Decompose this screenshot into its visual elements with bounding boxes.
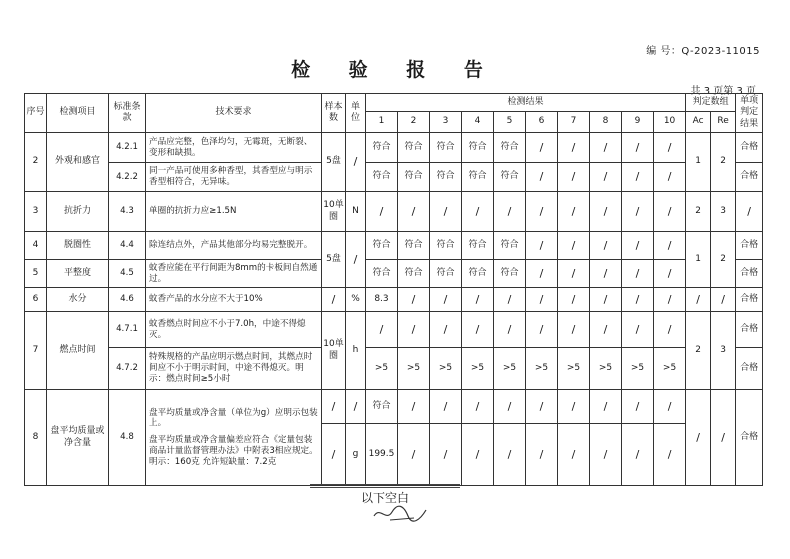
end-marker <box>310 482 460 526</box>
table-row <box>25 163 763 192</box>
unit-cell: h <box>346 312 366 390</box>
col-clause: 标准条款 <box>109 94 146 133</box>
result-cell: 199.5 <box>366 424 398 486</box>
result-cell: 符合 <box>398 133 430 163</box>
result-index: 9 <box>622 112 654 133</box>
result-cell: / <box>558 424 590 486</box>
result-cell: / <box>462 424 494 486</box>
col-requirement: 技术要求 <box>146 94 322 133</box>
re-cell: 3 <box>711 192 736 232</box>
unit-cell: N <box>346 192 366 232</box>
result-cell: >5 <box>654 348 686 390</box>
verdict-cell: 合格 <box>736 312 763 348</box>
result-cell: >5 <box>430 348 462 390</box>
result-cell: >5 <box>590 348 622 390</box>
result-cell: / <box>526 192 558 232</box>
clause-cell: 4.5 <box>109 260 146 288</box>
seq-cell: 2 <box>25 133 47 192</box>
requirement-line: 盘平均质量或净含量（单位为g）应明示包装上。 <box>149 407 318 429</box>
result-cell: 符合 <box>366 232 398 260</box>
result-cell: / <box>430 312 462 348</box>
result-cell: 符合 <box>430 232 462 260</box>
result-cell: 符合 <box>462 163 494 192</box>
unit-cell: / <box>346 390 366 424</box>
ac-cell: / <box>686 390 711 486</box>
result-cell: / <box>526 163 558 192</box>
sample-cell: / <box>322 288 346 312</box>
result-cell: / <box>526 312 558 348</box>
result-cell: >5 <box>558 348 590 390</box>
result-cell: / <box>654 390 686 424</box>
re-cell: 3 <box>711 312 736 390</box>
result-cell: / <box>622 192 654 232</box>
result-cell: 符合 <box>462 133 494 163</box>
result-cell: / <box>590 288 622 312</box>
requirement-cell: 同一产品可使用多种香型，其香型应与明示香型相符合，无异味。 <box>146 163 322 192</box>
result-cell: 符合 <box>494 260 526 288</box>
result-cell: 8.3 <box>366 288 398 312</box>
result-cell: / <box>398 390 430 424</box>
result-cell: >5 <box>526 348 558 390</box>
below-blank-text: 以下空白 <box>360 491 409 505</box>
result-cell: / <box>590 163 622 192</box>
result-index: 10 <box>654 112 686 133</box>
verdict-cell: 合格 <box>736 260 763 288</box>
result-cell: 符合 <box>398 260 430 288</box>
re-cell: / <box>711 390 736 486</box>
requirement-cell: 单圈的抗折力应≥1.5N <box>146 192 322 232</box>
result-index: 4 <box>462 112 494 133</box>
item-cell: 平整度 <box>47 260 109 288</box>
result-cell: / <box>654 260 686 288</box>
result-cell: / <box>622 163 654 192</box>
result-index: 3 <box>430 112 462 133</box>
sample-cell: 10单圈 <box>322 312 346 390</box>
result-cell: / <box>590 312 622 348</box>
seq-cell: 6 <box>25 288 47 312</box>
clause-cell: 4.7.1 <box>109 312 146 348</box>
result-cell: / <box>654 192 686 232</box>
verdict-cell: 合格 <box>736 133 763 163</box>
result-cell: / <box>654 424 686 486</box>
result-cell: 符合 <box>494 232 526 260</box>
result-cell: / <box>494 288 526 312</box>
col-re: Re <box>711 112 736 133</box>
result-cell: 符合 <box>494 133 526 163</box>
clause-cell: 4.2.2 <box>109 163 146 192</box>
ac-cell: 2 <box>686 312 711 390</box>
result-cell: / <box>622 390 654 424</box>
result-cell: >5 <box>494 348 526 390</box>
result-cell: / <box>462 288 494 312</box>
result-cell: / <box>622 288 654 312</box>
result-cell: 符合 <box>462 232 494 260</box>
item-cell: 抗折力 <box>47 192 109 232</box>
result-cell: / <box>558 163 590 192</box>
result-cell: / <box>558 390 590 424</box>
result-index: 1 <box>366 112 398 133</box>
result-index: 8 <box>590 112 622 133</box>
requirement-cell <box>146 390 322 486</box>
sample-cell: 5盘 <box>322 232 346 288</box>
table-row <box>25 192 763 232</box>
clause-cell: 4.8 <box>109 390 146 486</box>
result-cell: / <box>558 232 590 260</box>
result-cell: >5 <box>622 348 654 390</box>
col-seq: 序号 <box>25 94 47 133</box>
result-cell: / <box>526 133 558 163</box>
item-cell: 外观和感官 <box>47 133 109 192</box>
sample-cell: / <box>322 424 346 486</box>
result-index: 2 <box>398 112 430 133</box>
result-cell: / <box>654 312 686 348</box>
re-cell: / <box>711 288 736 312</box>
inspection-table <box>24 93 763 486</box>
verdict-cell: 合格 <box>736 348 763 390</box>
result-cell: / <box>558 288 590 312</box>
result-cell: / <box>398 192 430 232</box>
end-line <box>310 484 460 485</box>
result-cell: 符合 <box>366 390 398 424</box>
report-number: 编 号：Q-2023-11015 <box>646 46 760 57</box>
signature-scribble <box>370 502 430 524</box>
result-cell: / <box>494 312 526 348</box>
clause-cell: 4.4 <box>109 232 146 260</box>
result-cell: / <box>462 390 494 424</box>
col-item: 检测项目 <box>47 94 109 133</box>
item-cell: 水分 <box>47 288 109 312</box>
result-cell: 符合 <box>398 163 430 192</box>
result-cell: 符合 <box>430 133 462 163</box>
sample-cell: 5盘 <box>322 133 346 192</box>
result-cell: / <box>366 312 398 348</box>
table-row <box>25 288 763 312</box>
result-cell: / <box>622 133 654 163</box>
result-cell: / <box>430 288 462 312</box>
result-cell: / <box>558 133 590 163</box>
result-cell: 符合 <box>430 260 462 288</box>
clause-cell: 4.3 <box>109 192 146 232</box>
ac-cell: 1 <box>686 133 711 192</box>
result-cell: / <box>494 192 526 232</box>
table-row <box>25 133 763 163</box>
table-row <box>25 260 763 288</box>
result-cell: / <box>654 163 686 192</box>
result-cell: / <box>526 390 558 424</box>
col-results: 检测结果 <box>366 94 686 112</box>
item-cell: 脱圈性 <box>47 232 109 260</box>
result-cell: / <box>398 312 430 348</box>
verdict-cell: 合格 <box>736 390 763 486</box>
col-unit: 单位 <box>346 94 366 133</box>
result-cell: / <box>526 424 558 486</box>
result-cell: / <box>526 288 558 312</box>
requirement-cell: 蚊香应能在平行间距为8mm的卡板间自然通过。 <box>146 260 322 288</box>
result-cell: / <box>558 192 590 232</box>
unit-cell: / <box>346 232 366 288</box>
result-cell: / <box>590 390 622 424</box>
ac-cell: 2 <box>686 192 711 232</box>
item-cell: 燃点时间 <box>47 312 109 390</box>
result-cell: / <box>398 424 430 486</box>
result-index: 5 <box>494 112 526 133</box>
result-cell: / <box>430 390 462 424</box>
clause-cell: 4.6 <box>109 288 146 312</box>
unit-cell: g <box>346 424 366 486</box>
result-cell: / <box>494 390 526 424</box>
table-row <box>25 312 763 348</box>
result-cell: / <box>494 424 526 486</box>
result-cell: / <box>462 312 494 348</box>
col-judge-group: 判定数组 <box>686 94 736 112</box>
result-cell: 符合 <box>366 260 398 288</box>
unit-cell: % <box>346 288 366 312</box>
verdict-cell: / <box>736 192 763 232</box>
result-cell: / <box>590 192 622 232</box>
result-cell: / <box>654 232 686 260</box>
result-cell: 符合 <box>366 163 398 192</box>
requirement-cell: 蚊香产品的水分应不大于10% <box>146 288 322 312</box>
result-cell: 符合 <box>430 163 462 192</box>
header-row <box>25 94 763 112</box>
col-single-verdict: 单项判定结果 <box>736 94 763 133</box>
result-index: 6 <box>526 112 558 133</box>
requirement-cell: 产品应完整，色泽均匀，无霉斑，无断裂、变形和缺损。 <box>146 133 322 163</box>
result-cell: / <box>590 424 622 486</box>
result-cell: / <box>590 133 622 163</box>
result-cell: / <box>622 260 654 288</box>
result-cell: / <box>526 260 558 288</box>
result-cell: / <box>622 232 654 260</box>
verdict-cell: 合格 <box>736 288 763 312</box>
result-index: 7 <box>558 112 590 133</box>
ac-cell: 1 <box>686 232 711 288</box>
result-cell: 符合 <box>462 260 494 288</box>
result-cell: / <box>590 232 622 260</box>
ac-cell: / <box>686 288 711 312</box>
table-row <box>25 348 763 390</box>
result-cell: 符合 <box>494 163 526 192</box>
result-cell: / <box>462 192 494 232</box>
result-cell: / <box>398 288 430 312</box>
result-cell: / <box>590 260 622 288</box>
result-cell: / <box>654 288 686 312</box>
re-cell: 2 <box>711 232 736 288</box>
sample-cell: 10单圈 <box>322 192 346 232</box>
requirement-cell: 特殊规格的产品应明示燃点时间，其燃点时间应不小于明示时间，中途不得熄灭。明示：燃点时间≥5小时 <box>146 348 322 390</box>
item-cell: 盘平均质量或净含量 <box>47 390 109 486</box>
result-cell: 符合 <box>398 232 430 260</box>
table-row <box>25 232 763 260</box>
result-cell: / <box>526 232 558 260</box>
unit-cell: / <box>346 133 366 192</box>
result-cell: >5 <box>462 348 494 390</box>
table-row <box>25 390 763 424</box>
col-sample: 样本数 <box>322 94 346 133</box>
result-cell: / <box>558 260 590 288</box>
verdict-cell: 合格 <box>736 163 763 192</box>
requirement-cell: 除连结点外，产品其他部分均易完整脱开。 <box>146 232 322 260</box>
result-cell: / <box>430 192 462 232</box>
result-cell: / <box>622 312 654 348</box>
sample-cell: / <box>322 390 346 424</box>
result-cell: 符合 <box>366 133 398 163</box>
clause-cell: 4.2.1 <box>109 133 146 163</box>
col-ac: Ac <box>686 112 711 133</box>
clause-cell: 4.7.2 <box>109 348 146 390</box>
re-cell: 2 <box>711 133 736 192</box>
seq-cell: 8 <box>25 390 47 486</box>
result-cell: >5 <box>366 348 398 390</box>
end-line <box>310 487 460 488</box>
page-info: 共 3 页第 3 页 <box>690 86 756 97</box>
requirement-line: 明示：160克 允许短缺量：7.2克 <box>149 456 277 467</box>
verdict-cell: 合格 <box>736 232 763 260</box>
result-cell: / <box>366 192 398 232</box>
result-cell: >5 <box>398 348 430 390</box>
result-cell: / <box>622 424 654 486</box>
report-title: 检 验 报 告 <box>291 59 499 81</box>
seq-cell: 7 <box>25 312 47 390</box>
seq-cell: 3 <box>25 192 47 232</box>
requirement-cell: 蚊香燃点时间应不小于7.0h，中途不得熄灭。 <box>146 312 322 348</box>
result-cell: / <box>430 424 462 486</box>
requirement-line: 盘平均质量或净含量偏差应符合《定量包装商品计量监督管理办法》中附表3相应规定。 <box>149 435 318 456</box>
seq-cell: 5 <box>25 260 47 288</box>
seq-cell: 4 <box>25 232 47 260</box>
result-cell: / <box>558 312 590 348</box>
result-cell: / <box>654 133 686 163</box>
